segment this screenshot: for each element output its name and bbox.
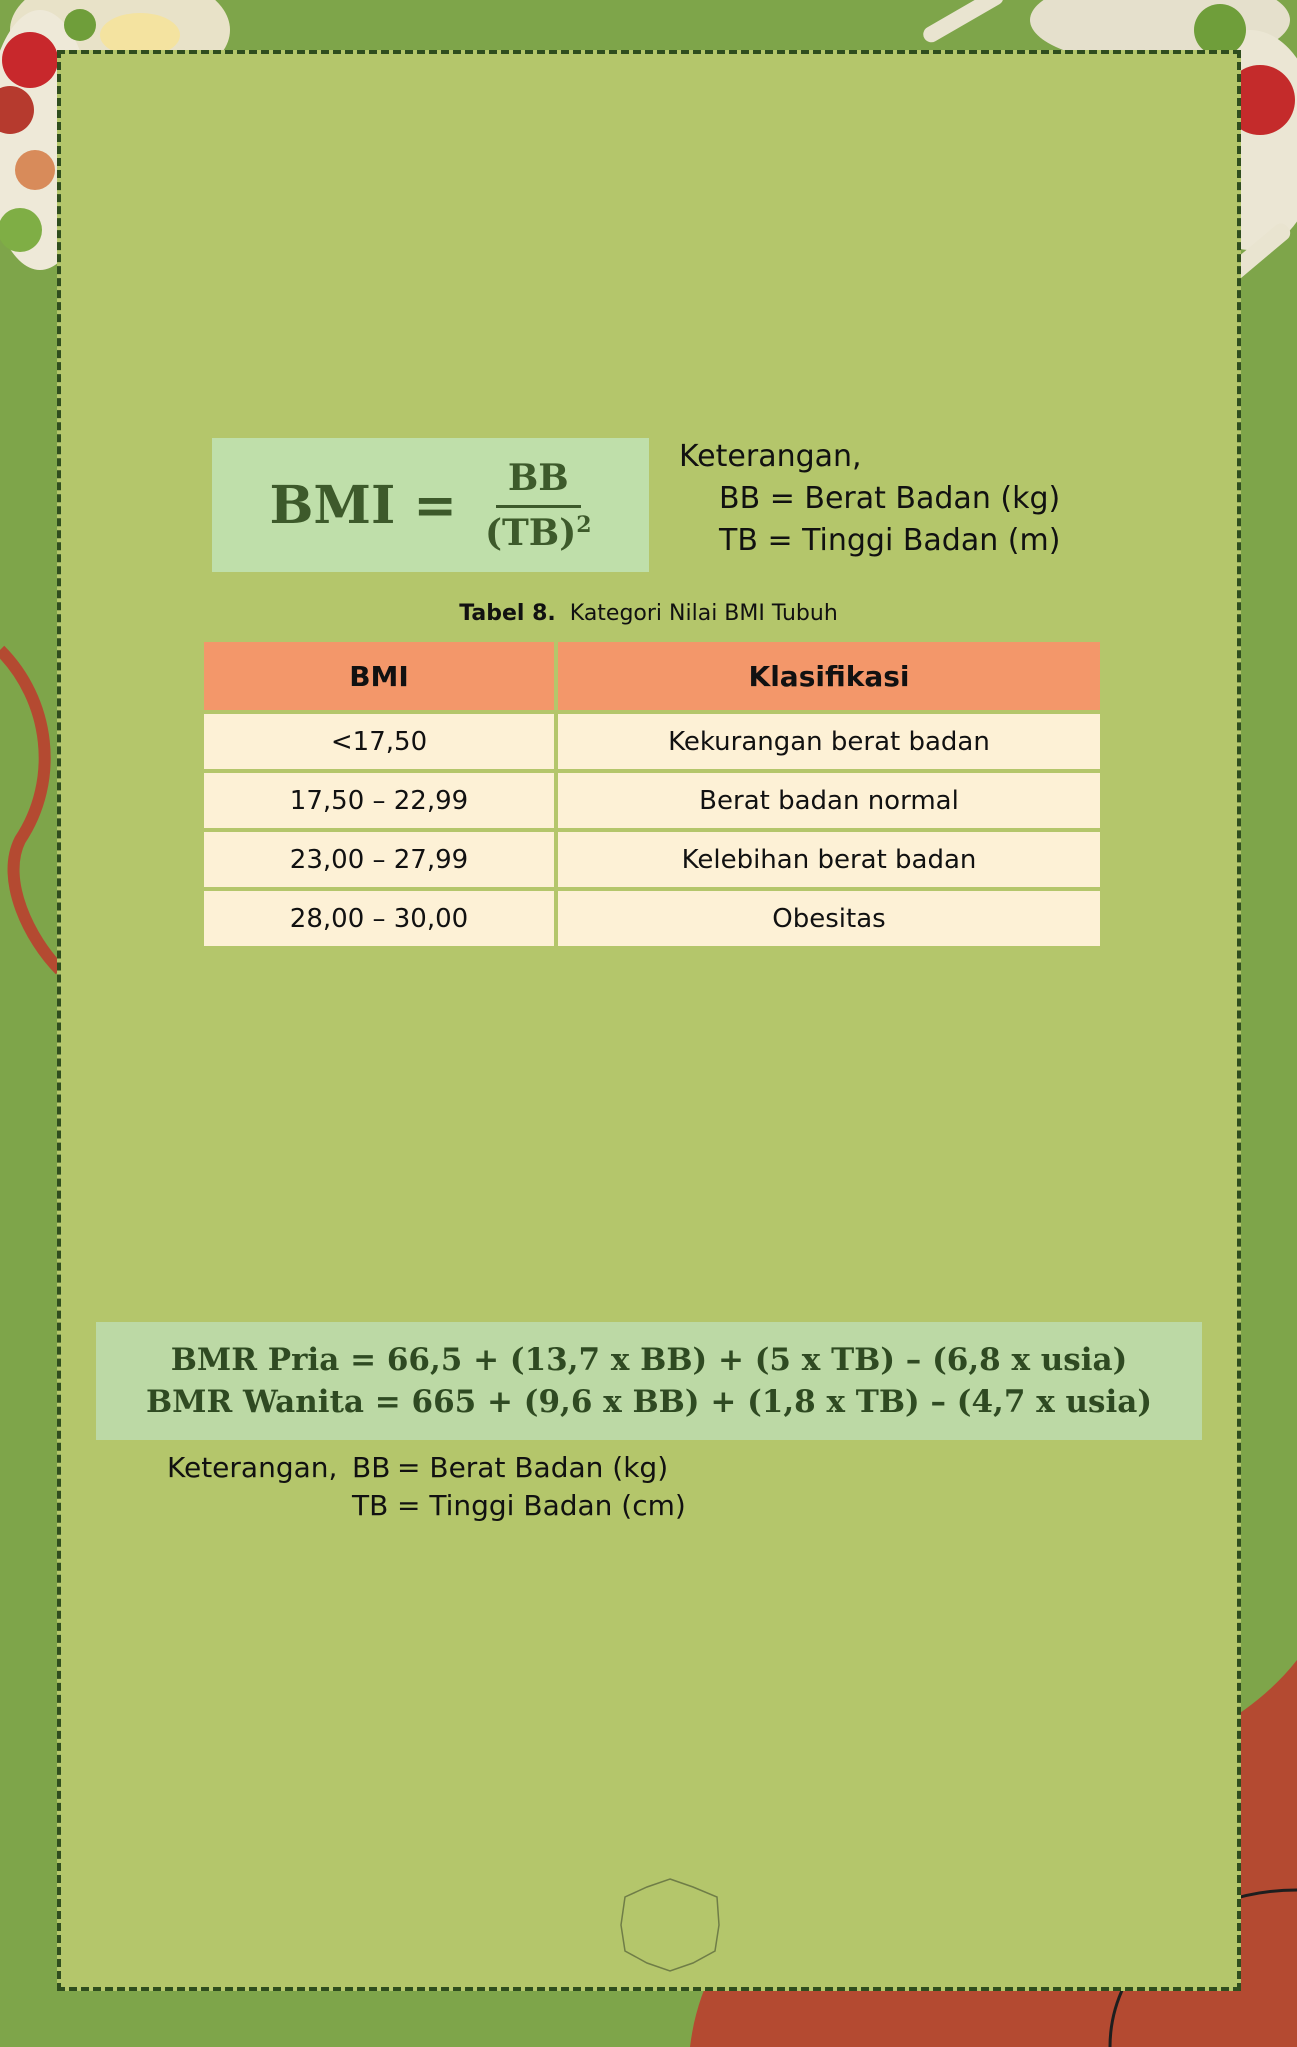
table-row bbox=[202, 771, 1102, 830]
header-bmi: BMI bbox=[202, 640, 556, 712]
cell-class: Kelebihan berat badan bbox=[556, 830, 1102, 889]
bmr-legend-row-bb bbox=[167, 1449, 686, 1487]
bmi-formula-lhs: BMI = bbox=[269, 474, 457, 536]
denominator-text: (TB) bbox=[484, 511, 577, 554]
cell-bmi: <17,50 bbox=[202, 712, 556, 771]
bmr-legend-bb-value: = Berat Badan (kg) bbox=[397, 1451, 669, 1484]
table-caption bbox=[0, 601, 1297, 626]
cell-bmi: 17,50 – 22,99 bbox=[202, 771, 556, 830]
cell-bmi: 28,00 – 30,00 bbox=[202, 889, 556, 948]
bmi-legend-bb: BB = Berat Badan (kg) bbox=[719, 481, 1061, 516]
bmr-legend-row-tb bbox=[167, 1487, 686, 1525]
table-row bbox=[202, 830, 1102, 889]
exponent: 2 bbox=[576, 511, 592, 538]
header-klasifikasi: Klasifikasi bbox=[556, 640, 1102, 712]
bmr-legend-tb-value: = Tinggi Badan (cm) bbox=[397, 1489, 686, 1522]
bmr-pria-formula: BMR Pria = 66,5 + (13,7 x BB) + (5 x TB) – (6,8 x usia) bbox=[170, 1342, 1128, 1378]
bmi-formula bbox=[212, 438, 649, 572]
table-caption-title: Kategori Nilai BMI Tubuh bbox=[569, 601, 838, 626]
bmi-formula-box bbox=[212, 438, 649, 572]
table-row bbox=[202, 712, 1102, 771]
table-header-row bbox=[202, 640, 1102, 712]
content-page bbox=[57, 50, 1241, 1991]
table-row bbox=[202, 889, 1102, 948]
cell-class: Berat badan normal bbox=[556, 771, 1102, 830]
cell-class: Obesitas bbox=[556, 889, 1102, 948]
bmi-legend-tb: TB = Tinggi Badan (m) bbox=[719, 523, 1061, 558]
table-caption-label: Tabel 8. bbox=[459, 601, 556, 626]
bmi-formula-fraction bbox=[485, 457, 592, 554]
curve-decoration-left bbox=[0, 640, 60, 980]
bmr-legend-tb-key: TB bbox=[352, 1489, 389, 1522]
page-number-badge-icon bbox=[615, 1875, 725, 1975]
bmi-legend-heading: Keterangan, bbox=[679, 439, 862, 474]
bmr-formula-box bbox=[96, 1322, 1202, 1440]
bmi-formula-denominator bbox=[485, 508, 592, 554]
bmr-legend-spacer bbox=[167, 1487, 352, 1525]
bmi-category-table bbox=[200, 638, 1104, 950]
bmi-legend bbox=[679, 436, 1060, 562]
bmr-legend bbox=[167, 1449, 686, 1525]
cell-bmi: 23,00 – 27,99 bbox=[202, 830, 556, 889]
cell-class: Kekurangan berat badan bbox=[556, 712, 1102, 771]
bmi-formula-numerator: BB bbox=[496, 457, 581, 508]
bmr-legend-bb-key: BB bbox=[352, 1451, 391, 1484]
bmr-wanita-formula: BMR Wanita = 665 + (9,6 x BB) + (1,8 x TB) – (4,7 x usia) bbox=[145, 1384, 1152, 1420]
bmr-legend-heading: Keterangan, bbox=[167, 1451, 338, 1484]
